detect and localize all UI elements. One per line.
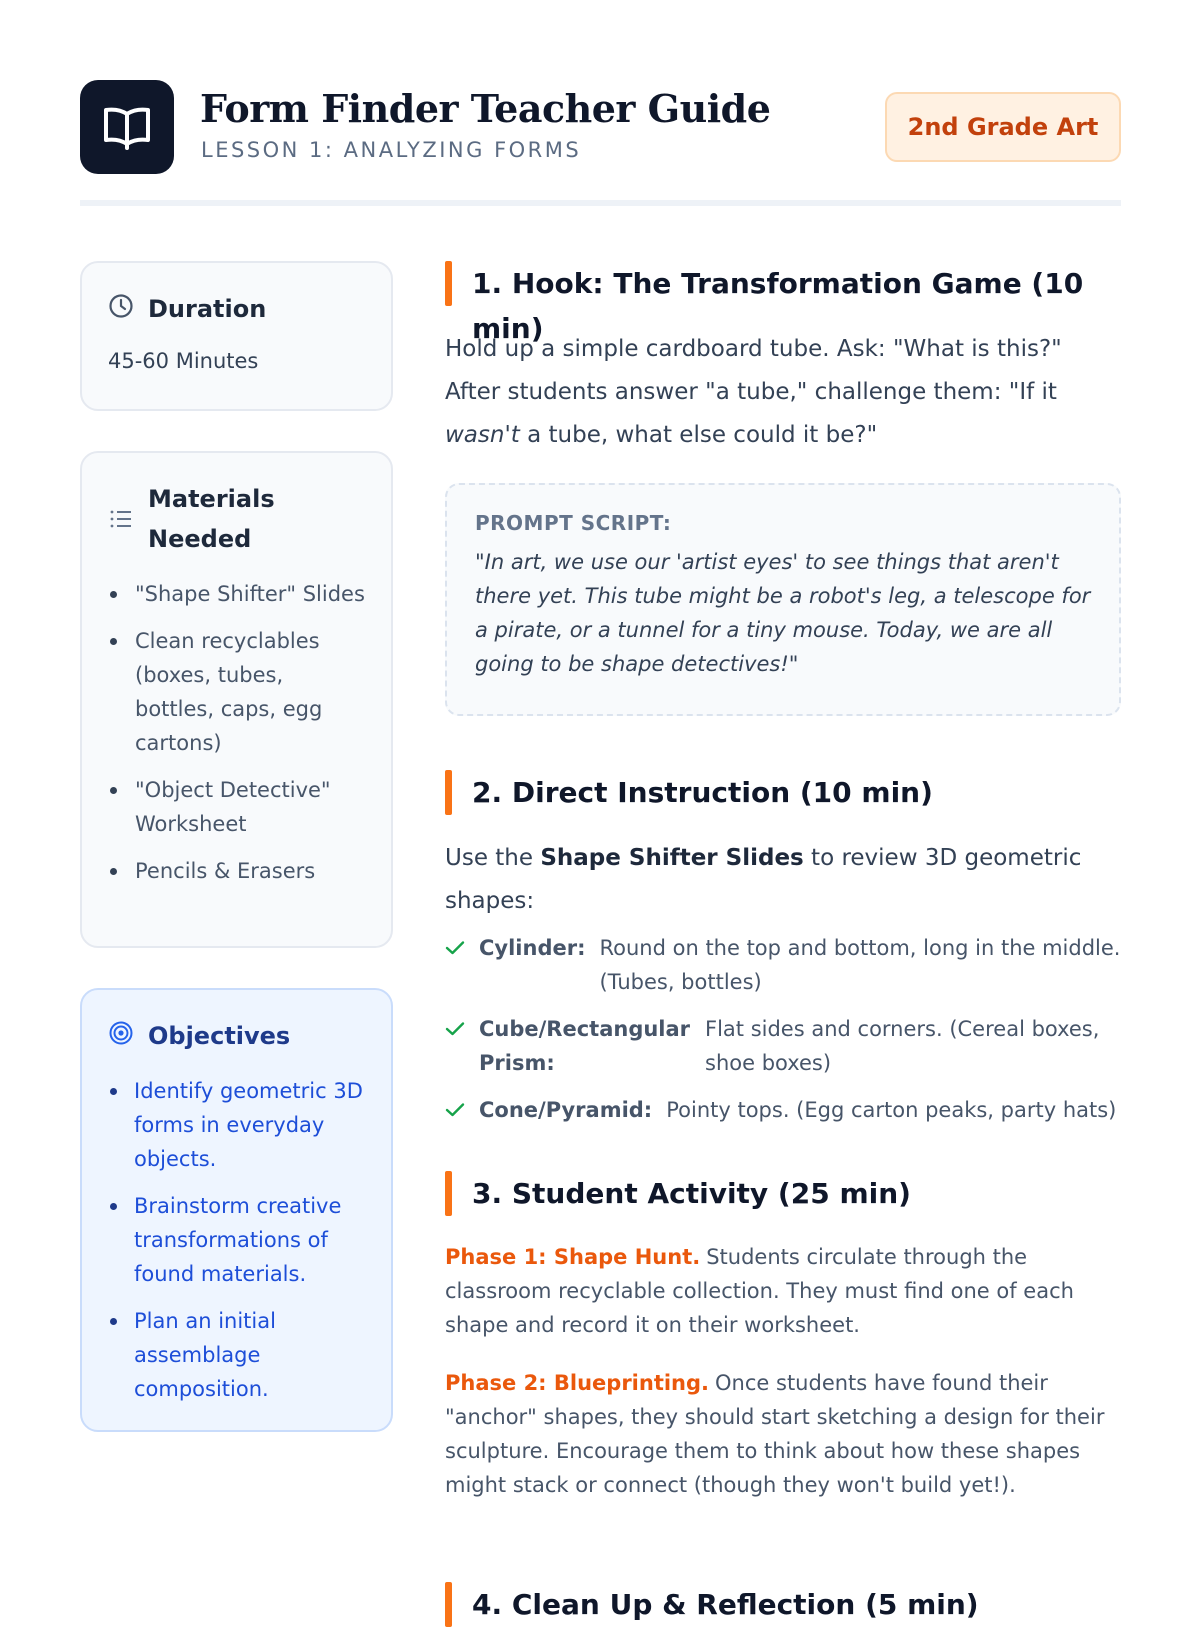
objectives-card-header <box>108 1016 365 1056</box>
shapes-list <box>445 931 1121 1127</box>
objective-item: Plan an initial assemblage composition. <box>108 1304 365 1406</box>
duration-value: 45-60 Minutes <box>108 349 259 373</box>
shape-item <box>445 1093 1121 1127</box>
instruction-paragraph <box>445 837 1121 923</box>
prompt-script-label: PROMPT SCRIPT: <box>475 511 672 535</box>
check-icon <box>445 1012 467 1046</box>
instruction-text-end: to review 3D geometric shapes: <box>445 845 1082 914</box>
materials-item: Pencils & Erasers <box>108 854 365 888</box>
shape-item <box>445 1012 1121 1080</box>
phase-2-paragraph <box>445 1366 1121 1502</box>
hook-text-end: a tube, what else could it be?" <box>519 422 878 448</box>
materials-item: "Shape Shifter" Slides <box>108 577 365 611</box>
lesson-subtitle: LESSON 1: ANALYZING FORMS <box>201 138 582 162</box>
phase-1-label: Phase 1: Shape Hunt. <box>445 1245 701 1269</box>
clock-icon <box>108 293 134 319</box>
hook-emphasis: wasn't <box>445 422 520 448</box>
objective-item: Identify geometric 3D forms in everyday objects. <box>108 1074 365 1176</box>
shape-desc: Round on the top and bottom, long in the middle. (Tubes, bottles) <box>599 936 1121 994</box>
shape-desc: Flat sides and corners. (Cereal boxes, shoe boxes) <box>705 1017 1100 1075</box>
instruction-section <box>445 770 1121 1127</box>
duration-card-header <box>108 289 365 329</box>
lesson-main <box>445 261 1121 1502</box>
materials-item: "Object Detective" Worksheet <box>108 773 365 841</box>
materials-card-header <box>108 479 365 559</box>
hook-paragraph <box>445 328 1121 457</box>
check-icon <box>445 1093 467 1127</box>
shape-item <box>445 931 1121 999</box>
cleanup-section <box>445 1582 979 1627</box>
objective-item: Brainstorm creative transformations of found materials. <box>108 1189 365 1291</box>
instruction-text-start: Use the <box>445 845 541 871</box>
shape-term: Cube/Rectangular Prism: <box>479 1017 691 1075</box>
hook-text-start: Hold up a simple cardboard tube. Ask: "What is this?" After students answer "a tube," challenge them: "If it <box>445 336 1062 405</box>
page-header <box>80 80 1121 206</box>
hook-heading: 1. Hook: The Transformation Game (10 min) <box>445 261 1121 306</box>
list-icon <box>108 506 134 532</box>
phase-1-paragraph <box>445 1240 1121 1342</box>
activity-heading: 3. Student Activity (25 min) <box>445 1171 1121 1216</box>
prompt-script-box <box>445 483 1121 716</box>
hook-section <box>445 261 1121 716</box>
shape-term: Cone/Pyramid: <box>479 1098 653 1122</box>
objectives-list <box>108 1074 365 1406</box>
logo <box>80 80 174 174</box>
activity-section <box>445 1171 1121 1502</box>
phase-2-label: Phase 2: Blueprinting. <box>445 1371 710 1395</box>
materials-item: Clean recyclables (boxes, tubes, bottles, caps, egg cartons) <box>108 624 365 760</box>
phase-1-text: Students circulate through the classroom recyclable collection. They must find one of each shape and record it on their worksheet. <box>445 1245 1074 1337</box>
phase-2-text: Once students have found their "anchor" shapes, they should start sketching a design for their sculpture. Encourage them to think about how these shapes might stack or connect (though they won't build yet!). <box>445 1371 1105 1497</box>
instruction-heading: 2. Direct Instruction (10 min) <box>445 770 1121 815</box>
objectives-card <box>80 988 393 1432</box>
materials-list <box>108 577 365 888</box>
page-title: Form Finder Teacher Guide <box>200 86 771 131</box>
materials-card <box>80 451 393 948</box>
materials-title: Materials Needed <box>148 485 275 553</box>
duration-title: Duration <box>148 295 267 323</box>
grade-badge: 2nd Grade Art <box>885 92 1121 162</box>
shape-desc: Pointy tops. (Egg carton peaks, party hats) <box>666 1098 1117 1122</box>
open-book-icon <box>102 104 152 150</box>
cleanup-heading: 4. Clean Up & Reflection (5 min) <box>445 1582 979 1627</box>
prompt-script-text: "In art, we use our 'artist eyes' to see things that aren't there yet. This tube might be a robot's leg, a telescope for a pirate, or a tunnel for a tiny mouse. Today, we are all going to be shape detectives!" <box>475 550 1091 676</box>
shape-term: Cylinder: <box>479 936 586 960</box>
check-icon <box>445 931 467 965</box>
objectives-title: Objectives <box>148 1022 291 1050</box>
target-icon <box>108 1020 134 1046</box>
slides-name: Shape Shifter Slides <box>540 845 804 871</box>
duration-card <box>80 261 393 411</box>
